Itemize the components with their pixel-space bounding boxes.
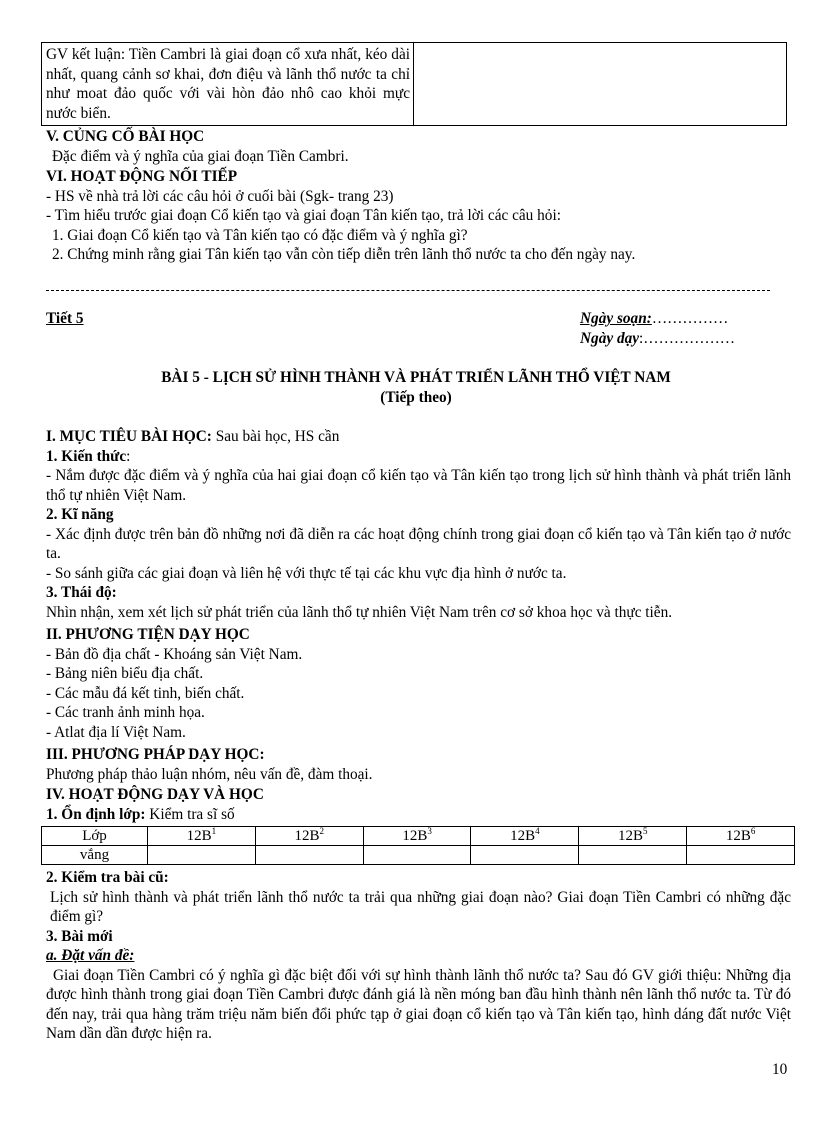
thai-do-heading: 3. Thái độ:: [46, 584, 117, 601]
section-i-heading-tail: Sau bài học, HS cần: [211, 428, 340, 445]
table-row: [42, 827, 795, 846]
section-iii-text: Phương pháp thảo luận nhóm, nêu vấn đề, đàm thoại.: [46, 765, 373, 783]
lesson-title: BÀI 5 - LỊCH SỬ HÌNH THÀNH VÀ PHÁT TRIỂN LÃNH THỔ VIỆT NAM: [161, 369, 671, 386]
section-ii: [46, 625, 791, 742]
thai-do-text: Nhìn nhận, xem xét lịch sử phát triển của lãnh thổ tự nhiên Việt Nam trên cơ sở khoa học và thực tiễn.: [46, 603, 673, 621]
on-dinh-line: [46, 805, 791, 825]
section-iii: [46, 745, 791, 784]
section-i: [46, 427, 791, 622]
attendance-table: [41, 826, 795, 865]
kiem-tra-heading: 2. Kiểm tra bài cũ:: [46, 869, 169, 886]
kien-thuc-colon: :: [126, 447, 131, 465]
kien-thuc-heading: 1. Kiến thức: [46, 447, 127, 465]
absent-cell: [687, 846, 795, 865]
on-dinh-heading: 1. Ổn định lớp:: [46, 805, 146, 823]
section-ii-item: - Bản đồ địa chất - Khoáng sản Việt Nam.: [46, 645, 303, 663]
ngay-day: [580, 329, 735, 349]
class-cell: $12B^5$: [579, 827, 687, 846]
class-cell: $12B^4$: [471, 827, 579, 846]
absent-cell: [255, 846, 363, 865]
ngay-soan-label: Ngày soạn:: [580, 310, 652, 327]
absent-cell: [148, 846, 256, 865]
kien-thuc-heading-line: [46, 447, 791, 467]
class-cell: $12B^1$: [148, 827, 256, 846]
section-vi-line: - Tìm hiểu trước giai đoạn Cổ kiến tạo và giai đoạn Tân kiến tạo, trả lời các câu hỏi:: [46, 207, 561, 224]
class-cell: $12B^2$: [255, 827, 363, 846]
kiem-tra-text: Lịch sử hình thành và phát triển lãnh thổ nước ta trải qua những giai đoạn nào? Giai đoạn Tiền Cambri có những đặc điểm gì?: [50, 888, 791, 925]
section-vi-line: 2. Chứng minh rằng giai Tân kiến tạo vẫn còn tiếp diễn trên lãnh thổ nước ta cho đến ngày nay.: [52, 246, 636, 263]
dat-van-de-text: Giai đoạn Tiền Cambri có ý nghĩa gì đặc biệt đối với sự hình thành lãnh thổ nước ta? Sau đó GV giới thiệu: Những địa được hình thành trong giai đoạn Tiền Cambri được đánh giá là nền móng ban đầu hình thành nên lãnh thổ nước ta. Từ đó đến nay, trải qua hàng trăm triệu năm biến đổi phức tạp ở giai đoạn cổ kiến tạo và Tân kiến tạo, hình dáng đất nước Việt Nam dần dần được hiện ra.: [46, 966, 791, 1042]
class-cell: $12B^6$: [687, 827, 795, 846]
ngay-day-label: Ngày dạy: [580, 330, 640, 347]
continuation-table: [41, 42, 787, 126]
absent-cell: [471, 846, 579, 865]
section-i-heading: I. MỤC TIÊU BÀI HỌC:: [46, 428, 212, 445]
ki-nang-line: - Xác định được trên bản đồ những nơi đã diễn ra các hoạt động chính trong giai đoạn cổ kiến tạo và Tân kiến tạo ở nước ta.: [46, 525, 791, 562]
table-row: [42, 846, 795, 865]
section-ii-heading: II. PHƯƠNG TIỆN DẠY HỌC: [46, 626, 250, 643]
section-vi-line: 1. Giai đoạn Cổ kiến tạo và Tân kiến tạo có đặc điểm và ý nghĩa gì?: [52, 226, 468, 244]
bai-moi-heading: 3. Bài mới: [46, 927, 113, 945]
section-i-heading-line: [46, 427, 791, 447]
row-label: vắng: [42, 846, 148, 865]
on-dinh-tail: Kiểm tra sĩ số: [145, 805, 235, 823]
row-label: Lớp: [42, 827, 148, 846]
section-v-heading: V. CỦNG CỐ BÀI HỌC: [46, 128, 205, 145]
section-ii-item: - Các mẫu đá kết tinh, biến chất.: [46, 684, 245, 702]
section-ii-item: - Atlat địa lí Việt Nam.: [46, 723, 186, 741]
dat-van-de-heading: a. Đặt vấn đề:: [46, 947, 135, 964]
ki-nang-heading: 2. Kĩ năng: [46, 506, 114, 523]
page-number: 10: [772, 1061, 788, 1078]
section-ii-item: - Các tranh ảnh minh họa.: [46, 704, 205, 721]
lesson-subtitle: (Tiếp theo): [380, 389, 452, 406]
ki-nang-line: - So sánh giữa các giai đoạn và liên hệ với thực tế tại các khu vực địa hình ở nước ta.: [46, 564, 567, 582]
section-v: [46, 127, 791, 166]
separator-line: [46, 290, 770, 291]
section-vi-heading: VI. HOẠT ĐỘNG NỐI TIẾP: [46, 168, 238, 185]
ngay-soan: [580, 309, 728, 329]
section-iii-heading: III. PHƯƠNG PHÁP DẠY HỌC:: [46, 746, 265, 763]
empty-cell: [414, 43, 787, 126]
section-iv-heading: IV. HOẠT ĐỘNG DẠY VÀ HỌC: [46, 786, 264, 803]
section-iv: [46, 785, 791, 824]
tiet-label: Tiết 5: [46, 310, 84, 327]
section-vi-line: - HS về nhà trả lời các câu hỏi ở cuối bài (Sgk- trang 23): [46, 187, 394, 205]
section-iv-cont: [46, 868, 791, 1044]
section-v-text: Đặc điểm và ý nghĩa của giai đoạn Tiền Cambri.: [52, 147, 349, 165]
conclusion-cell: GV kết luận: Tiền Cambri là giai đoạn cổ xưa nhất, kéo dài nhất, quang cảnh sơ khai, đơn điệu và lãnh thổ nước ta chỉ như moat đảo quốc với vài hòn đảo nhô cao khỏi mực nước biển.: [42, 43, 414, 126]
ngay-soan-dots: ……………: [651, 310, 729, 327]
class-cell: $12B^3$: [363, 827, 471, 846]
kien-thuc-text: - Nắm được đặc điểm và ý nghĩa của hai giai đoạn cổ kiến tạo và Tân kiến tạo trong lịch sử hình thành và phát triển lãnh thổ tự nhiên Việt Nam.: [46, 467, 791, 504]
section-ii-item: - Bảng niên biểu địa chất.: [46, 665, 204, 682]
absent-cell: [363, 846, 471, 865]
section-vi: [46, 167, 791, 265]
ngay-day-dots: :………………: [639, 330, 736, 347]
absent-cell: [579, 846, 687, 865]
